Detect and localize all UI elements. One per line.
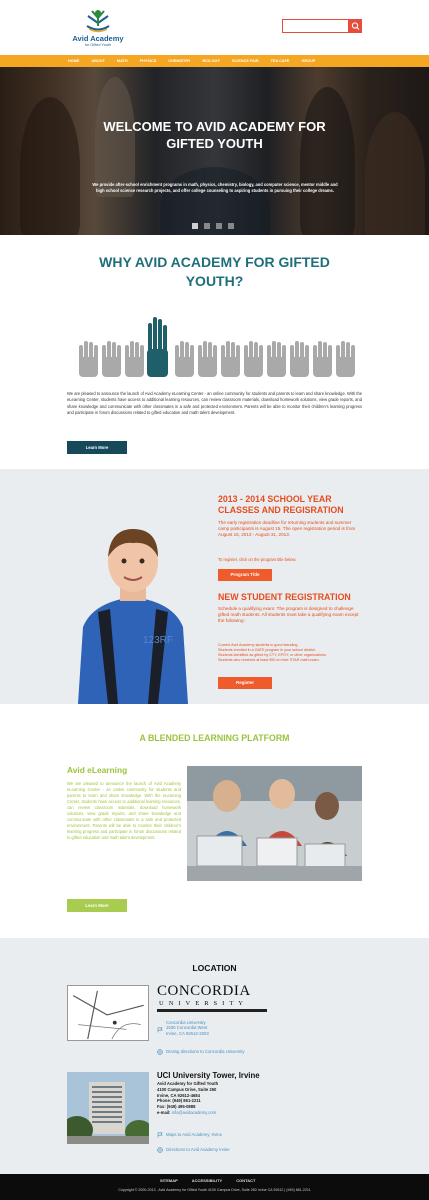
concordia-directions-link[interactable]: Driving directions to Concordia University (166, 1049, 245, 1054)
list-item: Students who received at least 550 on their STAR math exam. (218, 658, 320, 662)
list-item: Students enrolled in a GATE program in your school district. (218, 648, 316, 652)
concordia-logo (157, 984, 267, 1014)
registration-paragraph: The early registration deadline for returning students and summer camp participants is August 15. The open registration period is from August 15, 2013 - August 31, 2013. (218, 520, 356, 537)
blended-title: A BLENDED LEARNING PLATFORM (139, 733, 290, 743)
elearning-title: Avid eLearning (67, 765, 128, 775)
search-icon (349, 19, 362, 33)
email-label: e-mail: (157, 1109, 171, 1115)
flag-icon (157, 1027, 163, 1033)
uci-tower-photo (67, 1072, 149, 1144)
concordia-logo-name: CONCORDIA (157, 983, 251, 999)
footer-links (160, 1178, 256, 1183)
slider-dot[interactable] (192, 223, 198, 229)
why-text: We are pleased to announce the launch of Avid Academy eLearning Center - an online community for students and parents to learn and share knowledge. With the eLearning Center, students have access to additional learning resources, can review classroom materials, download homework solutions, view grade reports, and share knowledge and communicate with other classmates in a safe and protected environment. Parents will be able to monitor their children's learning progress and participate in forum discussions related to gifted education and math talent development. (67, 391, 363, 416)
nav-item-about[interactable]: ABOUT (91, 59, 105, 63)
flag-icon (157, 1132, 163, 1138)
address-line: Fax: (949) 495-0888 (157, 1104, 196, 1110)
main-nav (0, 55, 429, 67)
nav-item-science-fair[interactable]: SCIENCE FAIR (232, 59, 259, 63)
registration-heading: 2013 - 2014 SCHOOL YEAR CLASSES AND REGISRATION (218, 494, 344, 515)
classroom-photo (187, 766, 362, 881)
student-photo (68, 517, 198, 704)
compass-icon (157, 1049, 163, 1055)
hero-text: We provide after-school enrichment programs in math, physics, chemistry, biology, and computer science, mentor middle and high school science research projects, and offer college counseling to aspiring students in pursuing their college dreams. (92, 182, 338, 193)
concordia-logo-bar (157, 1009, 267, 1012)
footer (0, 1174, 429, 1200)
header (0, 0, 429, 55)
slider-dots (192, 223, 234, 229)
address-line: Irvine, CA 92612-3203 (166, 1030, 209, 1036)
nav-item-biology[interactable]: BIOLOGY (202, 59, 221, 63)
location-title: LOCATION (192, 963, 237, 973)
hero-title: WELCOME TO AVID ACADEMY FOR GIFTED YOUTH (103, 119, 326, 151)
registration-section (0, 469, 429, 704)
watermark-text: 123RF (143, 635, 174, 646)
exception-list (218, 643, 362, 663)
uci-title: UCI University Tower, Irvine (157, 1071, 260, 1080)
logo-title: Avid Academy (72, 34, 124, 43)
concordia-map[interactable] (67, 985, 149, 1041)
address-line: 4100 Campus Drive, Suite 260 (157, 1086, 217, 1092)
address-line: 1530 Concordia West (166, 1025, 208, 1031)
hero-banner (0, 67, 429, 235)
why-title: WHY AVID ACADEMY FOR GIFTED YOUTH? (99, 254, 330, 289)
search-input[interactable] (282, 19, 349, 33)
logo-tagline: for Gifted Youth (84, 43, 112, 47)
slider-dot[interactable] (204, 223, 210, 229)
registration-instruction: To register, click on the program title below. (218, 557, 297, 562)
uci-directions-link[interactable]: Directions to Avid Academy Irvine (166, 1147, 230, 1152)
email-link[interactable]: info@avidacademy.com (171, 1109, 217, 1115)
footer-copyright: Copyright © 2000-2013 , Avid Academy for Gifted Youth 4100 Campus Drive, Suite 260 Irvine CA 92612 | (949) 861-2211 (118, 1188, 311, 1192)
slider-dot[interactable] (216, 223, 222, 229)
nav-item-home[interactable]: HOME (68, 59, 80, 63)
nav-item-physics[interactable]: PHYSICS (139, 59, 157, 63)
program-title-button[interactable]: Program Title (218, 569, 272, 581)
footer-link-sitemap[interactable]: SITEMAP (160, 1178, 178, 1183)
location-section (0, 938, 429, 1174)
compass-icon (157, 1147, 163, 1153)
register-button[interactable]: Register (218, 677, 272, 689)
raised-hands-illustration (75, 315, 355, 377)
nav-item-math[interactable]: MATH (116, 59, 128, 63)
new-registration-heading: NEW STUDENT REGISTRATION (218, 592, 351, 602)
elearning-learn-more-button[interactable]: Learn More (67, 899, 127, 912)
logo[interactable] (68, 6, 128, 50)
nav-item-chemistry[interactable]: CHEMISTRY (168, 59, 191, 63)
uci-maps-link[interactable]: Maps to Avid Academy, Irvine (166, 1132, 222, 1137)
logo-mark-icon (84, 6, 112, 34)
concordia-address (166, 1020, 209, 1036)
slider-dot[interactable] (228, 223, 234, 229)
list-item: Students identified as gifted by CTY, EPGY, or other organizations. (218, 653, 327, 657)
address-line: Avid Academy for Gifted Youth (157, 1081, 219, 1086)
address-line: Phone: (949) 861-2211 (157, 1098, 201, 1104)
nav-list (62, 55, 321, 67)
search-button[interactable] (349, 19, 362, 33)
elearning-text: We are pleased to announce the launch of Avid Academy eLearning Center - an online community for students and parents to learn and share knowledge. With the eLearning Center, students have access to additional learning resources, can review classroom materials, download homework solutions, view grade reports, and share knowledge and communicate with other classmates in a safe and protected environment. Parents will be able to monitor their children's learning progress and participate in forum discussions related to gifted education and math talent development. (67, 781, 181, 840)
list-item: Current Avid Academy students in good standing. (218, 643, 299, 647)
uci-address (157, 1081, 218, 1116)
address-line: Irvine, CA 92612-4684 (157, 1092, 200, 1098)
concordia-logo-sub: UNIVERSITY (159, 1000, 248, 1007)
learn-more-button[interactable]: Learn More (67, 441, 127, 454)
search-bar (282, 19, 362, 33)
email-line (157, 1110, 218, 1116)
nav-item-tea-cafe[interactable]: TEA CAFE (270, 59, 290, 63)
footer-link-accessibility[interactable]: ACCESSIBILITY (191, 1178, 223, 1183)
nav-item-group[interactable]: GROUP (301, 59, 316, 63)
footer-link-contact[interactable]: CONTACT (236, 1178, 256, 1183)
new-registration-paragraph: Schedule a qualifying exam: The program is designed to challenge gifted math students. All students must take a qualifying exam except the following: (218, 606, 359, 623)
address-line: Concordia University (166, 1020, 206, 1025)
